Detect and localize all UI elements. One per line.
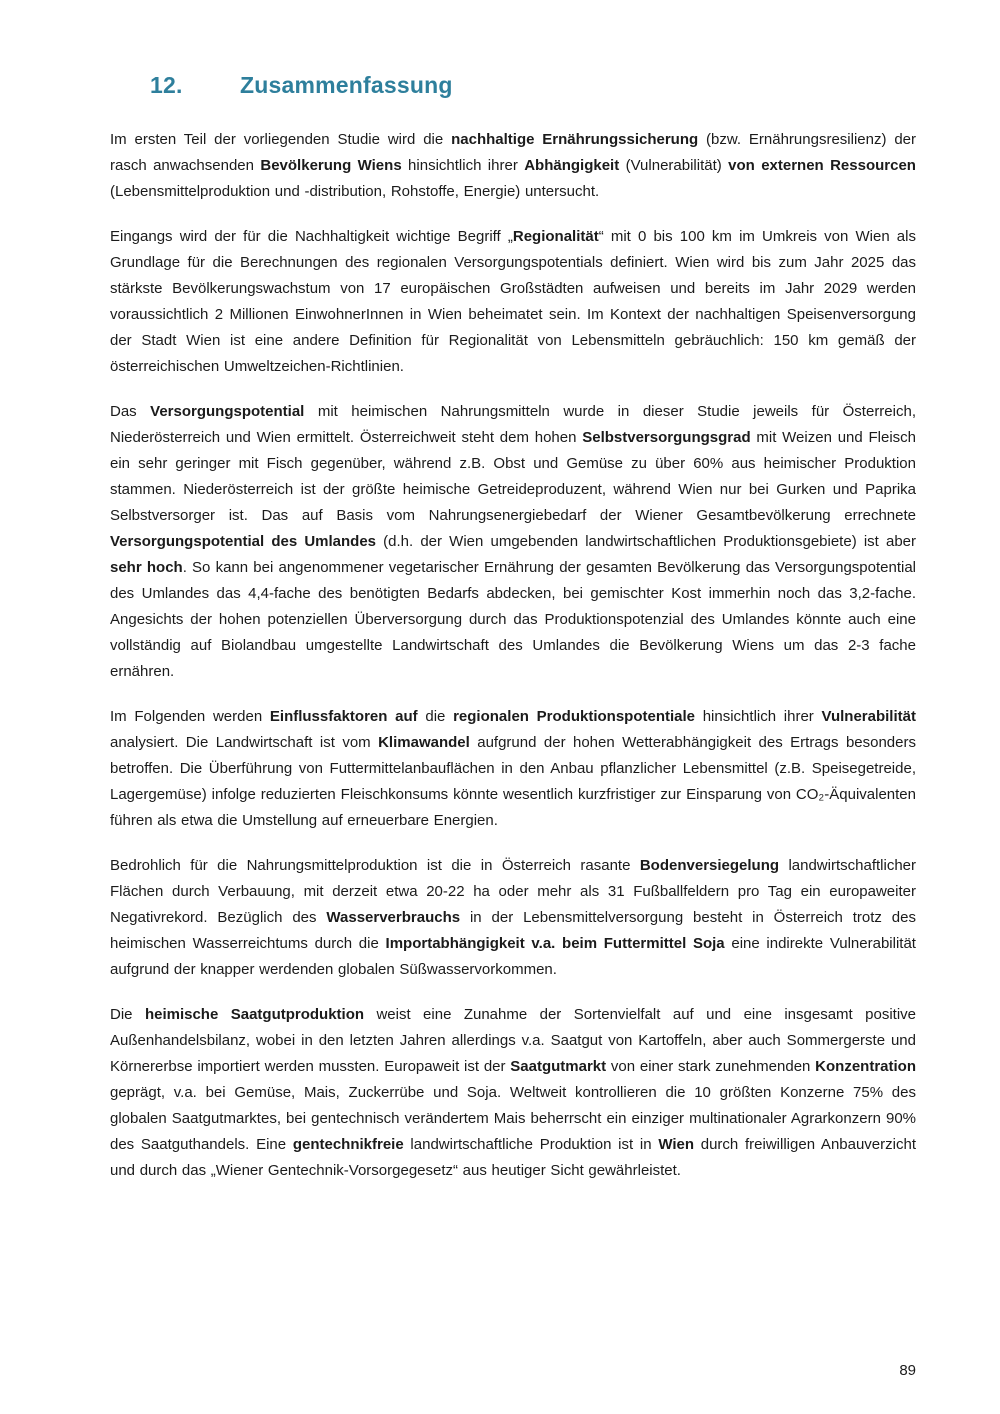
bold-text-run: Saatgutmarkt — [510, 1058, 607, 1075]
bold-text-run: Bodenversiegelung — [639, 857, 780, 874]
text-run: analysiert. Die Landwirtschaft ist vom — [110, 734, 379, 751]
section-title: Zusammenfassung — [240, 72, 453, 98]
text-run: Eingangs wird der für die Nachhaltigkeit wichtige Begriff „ — [110, 228, 513, 245]
bold-text-run: Importabhängigkeit v.a. beim Futtermittel Soja — [385, 935, 725, 952]
bold-text-run: Versorgungspotential des Umlandes — [110, 533, 377, 550]
bold-text-run: sehr hoch — [110, 559, 183, 576]
text-run: durch freiwilligen Anbauverzicht und durch das „Wiener Gentechnik-Vorsorgegesetz“ aus heutiger Sicht gewährleistet. — [110, 1136, 916, 1179]
text-run: aufgrund der hohen Wetterabhängigkeit des Ertrags besonders betroffen. Die Überführung von Futtermittelanbauflächen in den Anbau pflanzlicher Lebensmittel (z.B. Speisegetreide, Lagergemüse) infolge reduzierten Fleischkonsums könnte wesentlich kurzfristiger zur Einsparung von CO₂-Äquivalenten führen als etwa die Umstellung auf erneuerbare Energien. — [110, 734, 916, 829]
text-run: mit Weizen und Fleisch ein sehr geringer mit Fisch gegenüber, während z.B. Obst und Gemüse zu über 60% aus heimischer Produktion stammen. Niederösterreich ist der größte heimische Getreideproduzent, während Wien nur bei Gurken und Paprika Selbstversorger ist. Das auf Basis vom Nahrungsenergiebedarf der Wiener Gesamtbevölkerung errechnete — [110, 429, 917, 524]
text-run: von einer stark zunehmenden — [606, 1058, 816, 1075]
text-run: landwirtschaftlicher Flächen durch Verbauung, mit derzeit etwa 20-22 ha oder mehr als 31 Fußballfeldern pro Tag ein europaweiter Negativrekord. Bezüglich des — [110, 857, 916, 926]
bold-text-run: Wien — [658, 1136, 695, 1153]
bold-text-run: heimische Saatgutproduktion — [144, 1006, 365, 1023]
bold-text-run: Bevölkerung Wiens — [260, 157, 402, 174]
text-run: in der Lebensmittelversorgung besteht in Österreich trotz des heimischen Wasserreichtums durch die — [110, 909, 916, 952]
text-run: Das — [110, 403, 151, 420]
text-run: Bedrohlich für die Nahrungsmittelproduktion ist die in Österreich rasante — [110, 857, 640, 874]
paragraph — [110, 853, 916, 983]
text-run: Im Folgenden werden — [110, 708, 270, 725]
text-run: geprägt, v.a. bei Gemüse, Mais, Zuckerrübe und Soja. Weltweit kontrollieren die 10 größten Konzerne 75% des globalen Saatgutmarktes, bei gentechnisch verändertem Mais beherrscht ein einziger multinationaler Agrarkonzern 90% des Saatguthandels. Eine — [110, 1084, 916, 1153]
bold-text-run: Versorgungspotential — [150, 403, 305, 420]
bold-text-run: gentechnikfreie — [292, 1136, 404, 1153]
text-run: . So kann bei angenommener vegetarischer Ernährung der gesamten Bevölkerung das Versorgungspotential des Umlandes das 4,4-fache des benötigten Bedarfs abdecken, bei gemischter Kost immerhin noch das 3,2-fache. Angesichts der hohen potenziellen Überversorgung durch das Produktionspotenzial des Umlandes könnte auch eine vollständig auf Biolandbau umgestellte Landwirtschaft des Umlandes die Bevölkerung Wiens um das 2-3 fache ernähren. — [110, 559, 916, 680]
bold-text-run: nachhaltige Ernährungssicherung — [451, 131, 699, 148]
text-run: Die — [110, 1006, 145, 1023]
text-run: die — [417, 708, 454, 725]
bold-text-run: Selbstversorgungsgrad — [582, 429, 751, 446]
bold-text-run: Abhängigkeit — [524, 157, 620, 174]
bold-text-run: Einflussfaktoren auf — [269, 708, 418, 725]
text-run: hinsichtlich ihrer — [695, 708, 822, 725]
bold-text-run: regionalen Produktionspotentiale — [453, 708, 695, 725]
paragraph — [110, 127, 916, 205]
text-run: (Vulnerabilität) — [619, 157, 729, 174]
section-number: 12. — [150, 72, 183, 98]
text-run: mit heimischen Nahrungsmitteln wurde in dieser Studie jeweils für Österreich, Niederösterreich und Wien ermittelt. Österreichweit steht dem hohen — [110, 403, 916, 446]
bold-text-run: Regionalität — [512, 228, 599, 245]
page-number: 89 — [899, 1362, 916, 1379]
paragraph — [110, 224, 916, 380]
text-run: (Lebensmittelproduktion und -distribution, Rohstoffe, Energie) untersucht. — [110, 183, 600, 200]
text-run: (d.h. der Wien umgebenden landwirtschaftlichen Produktionsgebiete) ist aber — [376, 533, 917, 550]
bold-text-run: Vulnerabilität — [821, 708, 916, 725]
text-run: landwirtschaftliche Produktion ist in — [403, 1136, 659, 1153]
text-run: (bzw. Ernährungsresilienz) der rasch anwachsenden — [110, 131, 916, 174]
bold-text-run: Wasserverbrauchs — [326, 909, 461, 926]
bold-text-run: Klimawandel — [378, 734, 470, 751]
text-run: Im ersten Teil der vorliegenden Studie wird die — [110, 131, 452, 148]
text-run: hinsichtlich ihrer — [401, 157, 525, 174]
bold-text-run: von externen Ressourcen — [728, 157, 916, 174]
text-run: weist eine Zunahme der Sortenvielfalt auf und eine insgesamt positive Außenhandelsbilanz, wobei in den letzten Jahren allerdings v.a. Saatgut von Kartoffeln, aber auch Sommergerste und Körnererbse importiert werden mussten. Europaweit ist der — [110, 1006, 916, 1075]
paragraph — [110, 704, 916, 834]
text-run: “ mit 0 bis 100 km im Umkreis von Wien als Grundlage für die Berechnungen des regionalen Versorgungspotentials definiert. Wien wird bis zum Jahr 2025 das stärkste Bevölkerungswachstum von 17 europäischen Großstädten aufweisen und bereits im Jahr 2029 werden voraussichtlich 2 Millionen EinwohnerInnen in Wien beheimatet sein. Im Kontext der nachhaltigen Speisenversorgung der Stadt Wien ist eine andere Definition für Regionalität von Lebensmitteln gebräuchlich: 150 km gemäß der österreichischen Umweltzeichen-Richtlinien. — [110, 228, 916, 375]
bold-text-run: Konzentration — [815, 1058, 916, 1075]
text-run: eine indirekte Vulnerabilität aufgrund der knapper werdenden globalen Süßwasservorkommen. — [110, 935, 916, 978]
section-heading — [150, 72, 453, 99]
document-body — [110, 127, 916, 1203]
paragraph — [110, 1002, 916, 1184]
paragraph — [110, 399, 916, 685]
